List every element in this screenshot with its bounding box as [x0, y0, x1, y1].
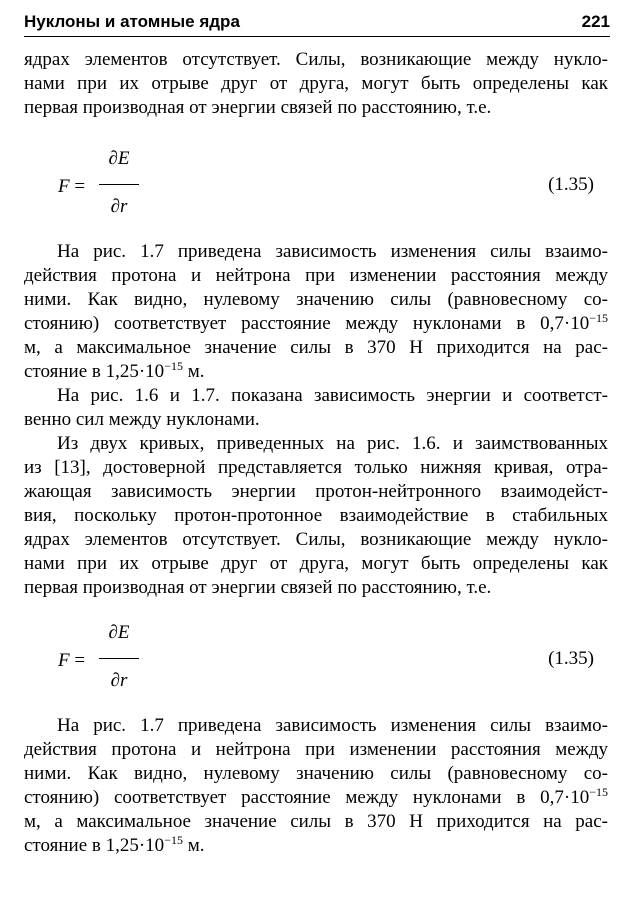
- text-line: первая производная от энергии связей по расстоянию, т.е.: [24, 577, 492, 598]
- paragraph: [24, 240, 608, 384]
- text-line: стоянию) соответствует расстояние между нуклонами в $0,7\cdot 10^{-15}$: [24, 785, 608, 808]
- equation-numerator: ∂E: [108, 622, 130, 643]
- text-line: нами при их отрыве друг от друга, могут быть определены как: [24, 553, 608, 574]
- text-line: жающая зависимость энергии протон-нейтронного взаимодейст-: [24, 481, 608, 502]
- text-line: стоянию) соответствует расстояние между нуклонами в $0,7\cdot 10^{-15}$: [24, 311, 608, 334]
- running-header: [24, 10, 610, 37]
- paragraph: [24, 48, 608, 120]
- text-line: На рис. 1.7 приведена зависимость изменения силы взаимо-: [57, 715, 608, 736]
- equation-number: (1.35): [548, 174, 594, 195]
- text-line: На рис. 1.6 и 1.7. показана зависимость энергии и соответст-: [57, 385, 608, 406]
- text-line: м, а максимальное значение силы в 370 Н приходится на рас-: [24, 337, 608, 358]
- equation-denominator: ∂r: [110, 670, 128, 691]
- text-line: ними. Как видно, нулевому значению силы (равновесному со-: [24, 289, 608, 310]
- text-line: вия, поскольку протон-протонное взаимодействие в стабильных: [24, 505, 608, 526]
- text-line: стояние в $1,25\cdot 10^{-15}$ м.: [24, 359, 205, 382]
- text-line: ядрах элементов отсутствует. Силы, возникающие между нукло-: [24, 529, 608, 550]
- exponent: −15: [589, 785, 608, 799]
- fraction-bar: [99, 184, 139, 185]
- text-line: Из двух кривых, приведенных на рис. 1.6. и заимствованных: [57, 433, 608, 454]
- equation: [24, 622, 608, 698]
- paragraph: [24, 384, 608, 432]
- text-line: венно сил между нуклонами.: [24, 409, 260, 430]
- equation-lhs: F =: [58, 176, 86, 197]
- text-line: На рис. 1.7 приведена зависимость изменения силы взаимо-: [57, 241, 608, 262]
- equation-denominator: ∂r: [110, 196, 128, 217]
- fraction-bar: [99, 658, 139, 659]
- text-line: ядрах элементов отсутствует. Силы, возникающие между нукло-: [24, 49, 608, 70]
- paragraph: [24, 432, 608, 600]
- text-line: первая производная от энергии связей по расстоянию, т.е.: [24, 97, 492, 118]
- equation: [24, 148, 608, 224]
- text-line: стояние в $1,25\cdot 10^{-15}$ м.: [24, 833, 205, 856]
- text-line: ними. Как видно, нулевому значению силы (равновесному со-: [24, 763, 608, 784]
- text-line: нами при их отрыве друг от друга, могут быть определены как: [24, 73, 608, 94]
- equation-lhs: F =: [58, 650, 86, 671]
- text-line: действия протона и нейтрона при изменении расстояния между: [24, 739, 608, 760]
- exponent: −15: [164, 359, 183, 373]
- exponent: −15: [589, 311, 608, 325]
- text-line: из [13], достоверной представляется только нижняя кривая, отра-: [24, 457, 608, 478]
- chapter-title: Нуклоны и атомные ядра: [24, 12, 240, 31]
- exponent: −15: [164, 833, 183, 847]
- equation-number: (1.35): [548, 648, 594, 669]
- page-number: 221: [581, 12, 610, 31]
- text-line: действия протона и нейтрона при изменении расстояния между: [24, 265, 608, 286]
- text-line: м, а максимальное значение силы в 370 Н приходится на рас-: [24, 811, 608, 832]
- equation-numerator: ∂E: [108, 148, 130, 169]
- paragraph: [24, 714, 608, 858]
